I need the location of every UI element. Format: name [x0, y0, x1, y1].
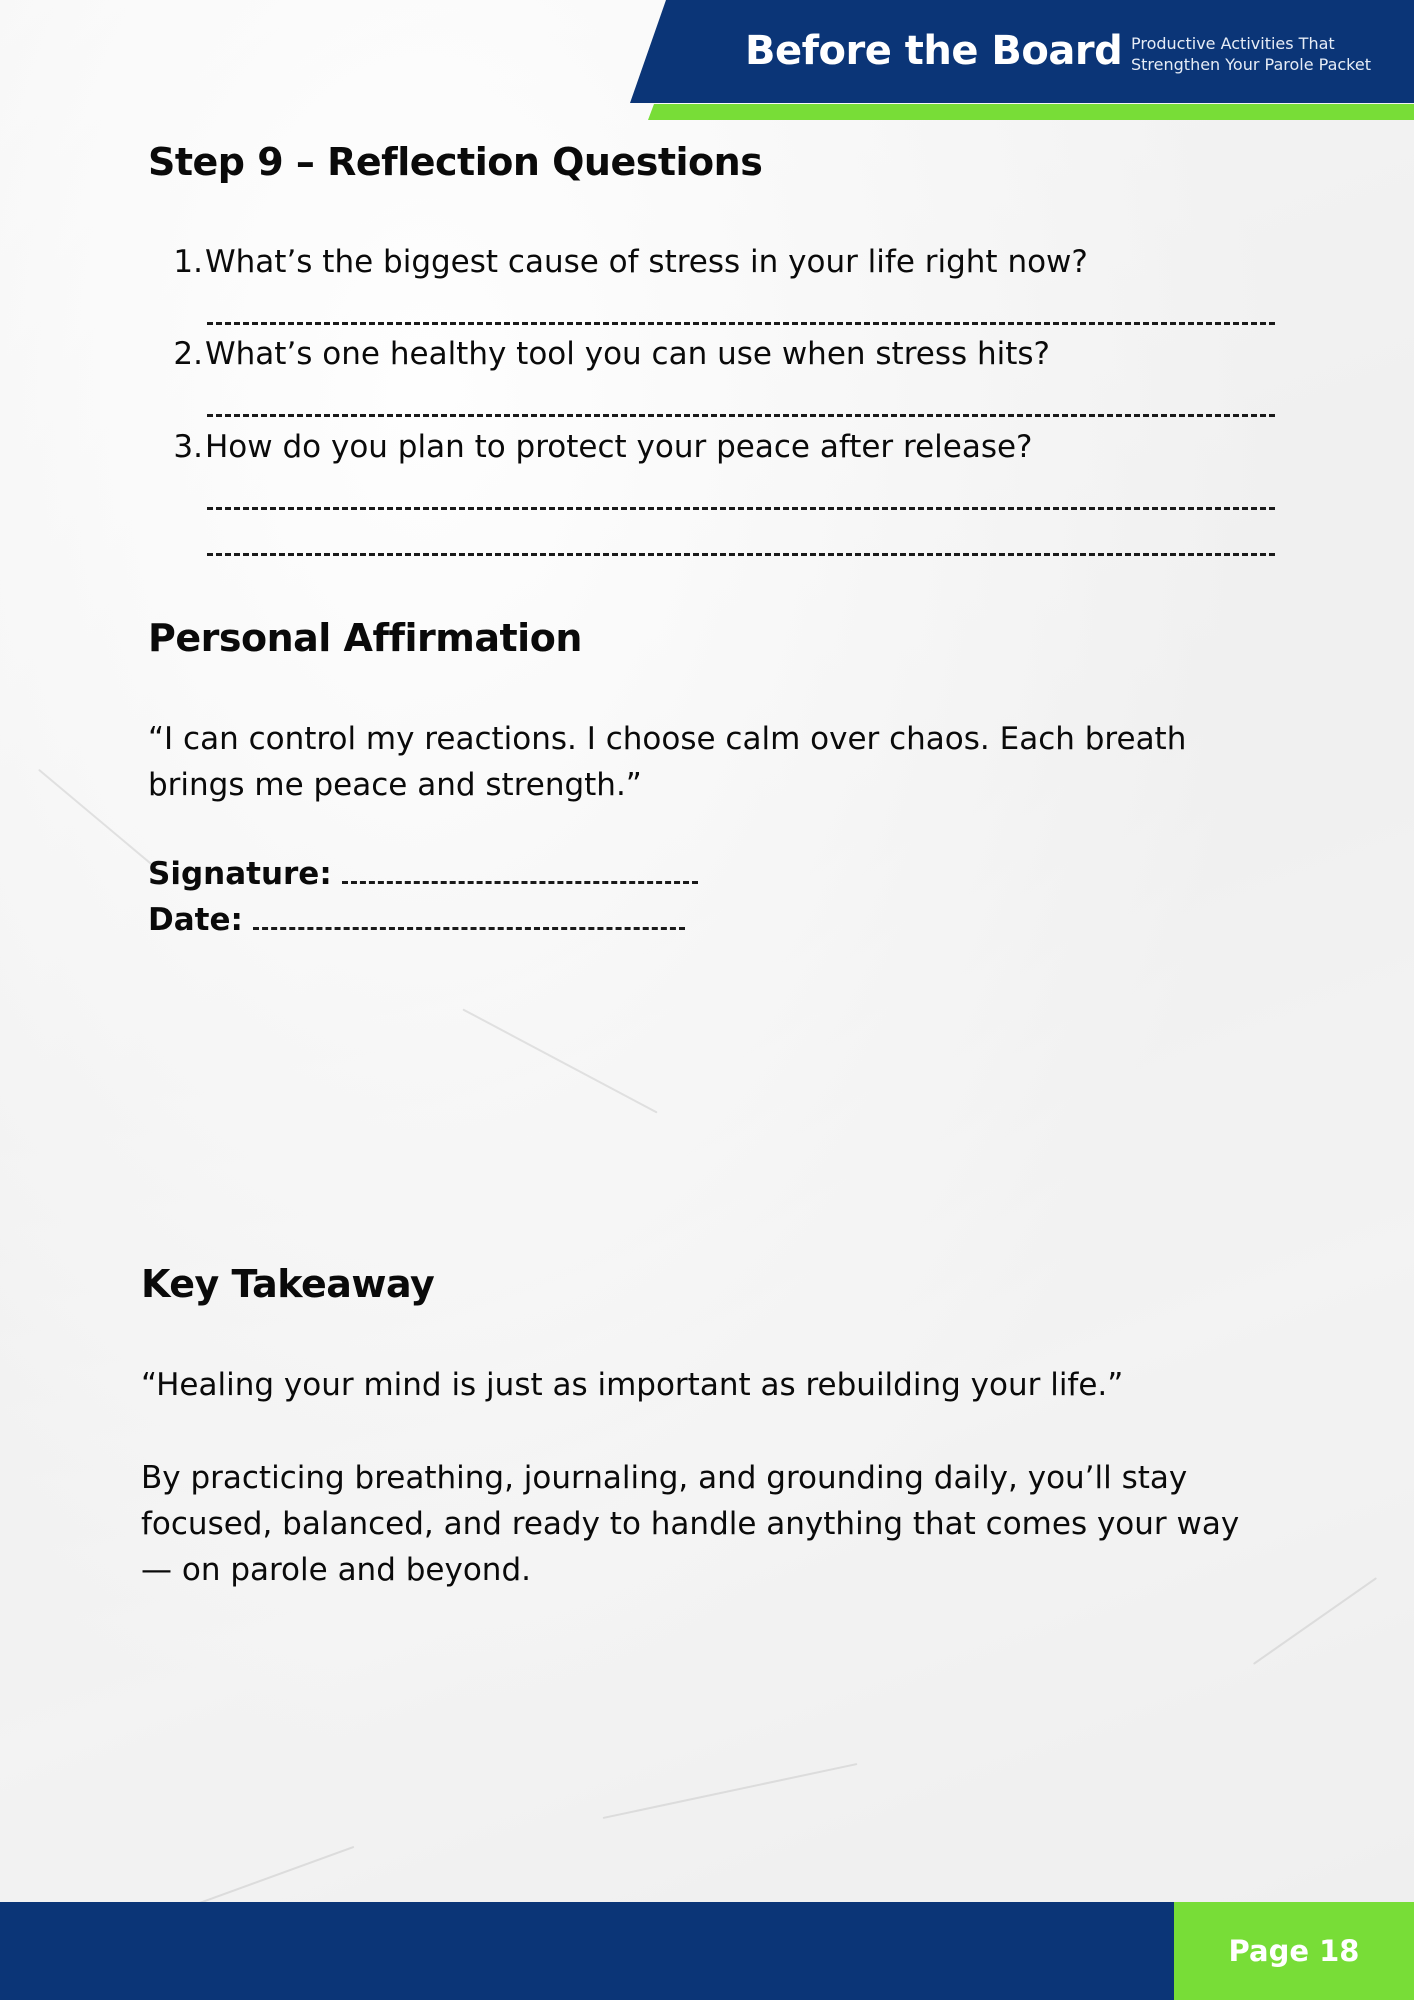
signature-row	[148, 856, 698, 892]
date-label: Date:	[148, 902, 243, 938]
question-text: How do you plan to protect your peace after release?	[205, 429, 1033, 465]
question-number: 2.	[173, 336, 203, 372]
paper-crease	[38, 769, 162, 873]
page-number: Page 18	[1228, 1934, 1360, 1968]
takeaway-quote: “Healing your mind is just as important as rebuilding your life.”	[141, 1367, 1124, 1403]
brand-tagline	[1131, 33, 1401, 75]
question-text: What’s one healthy tool you can use when stress hits?	[205, 336, 1051, 372]
tagline-line-1: Productive Activities That	[1131, 34, 1335, 53]
affirmation-quote: “I can control my reactions. I choose calm over chaos. Each breath brings me peace and strength.”	[148, 721, 1187, 803]
question-text: What’s the biggest cause of stress in your life right now?	[205, 244, 1088, 280]
date-row	[148, 902, 685, 938]
answer-blank[interactable]	[207, 553, 1275, 556]
header-accent-stripe	[648, 104, 1414, 120]
paper-crease	[1253, 1577, 1377, 1665]
paper-crease	[462, 1008, 657, 1113]
signature-field[interactable]	[342, 881, 698, 884]
answer-blank[interactable]	[207, 414, 1275, 417]
brand-title: Before the Board	[745, 28, 1123, 74]
paper-crease	[603, 1763, 858, 1819]
question-number: 3.	[173, 429, 203, 465]
signature-label: Signature:	[148, 856, 332, 892]
footer-bar	[0, 1902, 1174, 2000]
takeaway-heading: Key Takeaway	[141, 1262, 435, 1306]
reflection-heading: Step 9 – Reflection Questions	[148, 140, 763, 184]
question-number: 1.	[173, 244, 203, 280]
affirmation-heading: Personal Affirmation	[148, 616, 582, 660]
answer-blank[interactable]	[207, 322, 1275, 325]
answer-blank[interactable]	[207, 507, 1275, 510]
takeaway-paragraph: By practicing breathing, journaling, and grounding daily, you’ll stay focused, balanced, and ready to handle anything that comes your way — on parole and beyond.	[141, 1460, 1240, 1588]
date-field[interactable]	[253, 927, 685, 930]
tagline-line-2: Strengthen Your Parole Packet	[1131, 55, 1371, 74]
